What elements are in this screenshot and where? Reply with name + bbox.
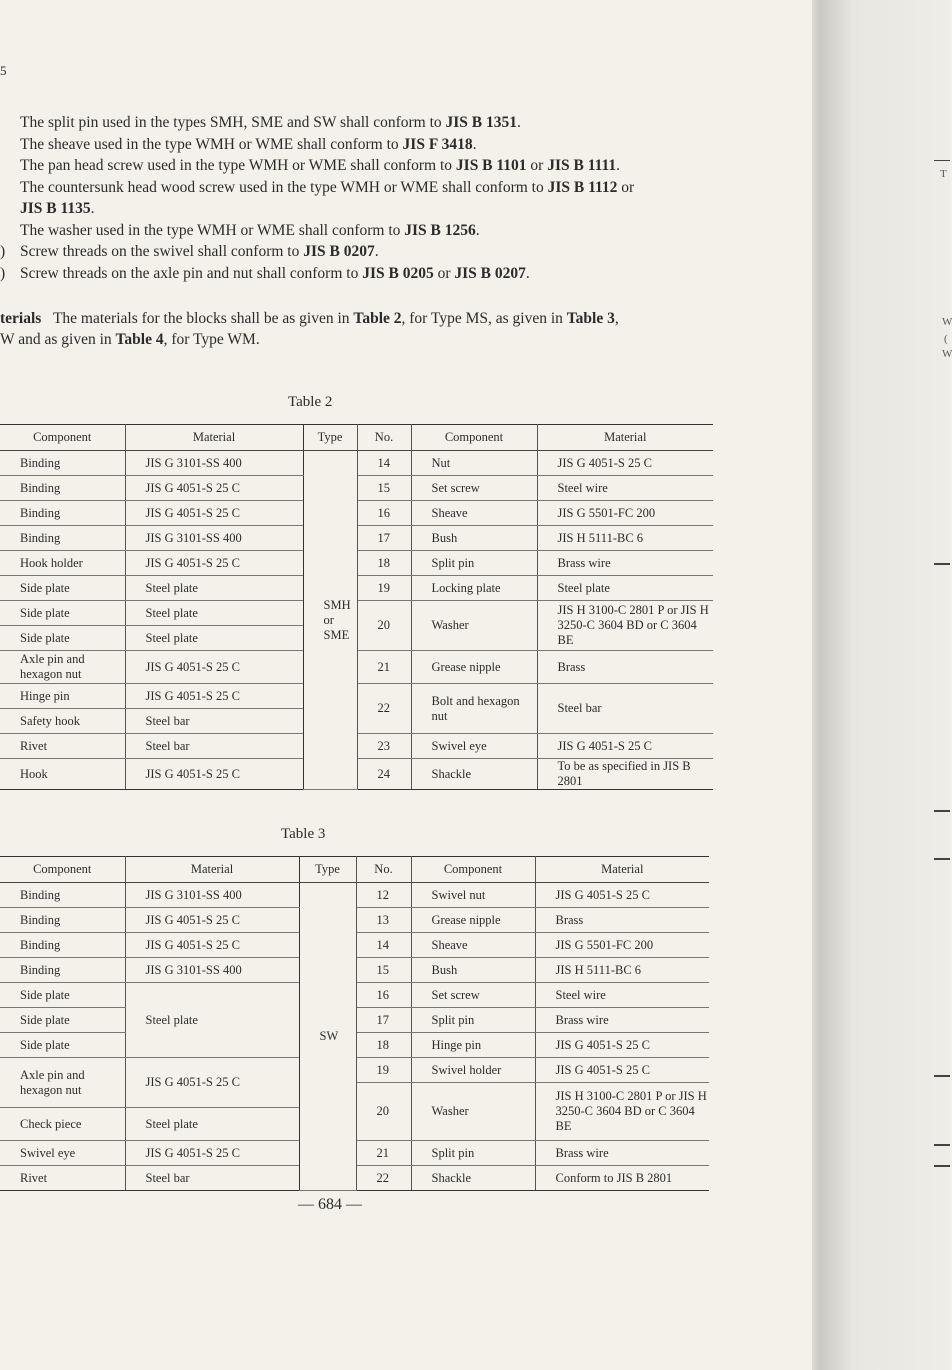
component-cell: Washer bbox=[411, 601, 537, 651]
column-header: No. bbox=[356, 857, 411, 883]
number-cell: 22 bbox=[356, 1166, 411, 1191]
material-cell: Steel plate bbox=[125, 576, 303, 601]
component-cell: Grease nipple bbox=[411, 908, 535, 933]
component-cell: Hinge pin bbox=[411, 1033, 535, 1058]
table-row bbox=[0, 451, 713, 476]
materials-text: W and as given in bbox=[0, 331, 116, 348]
material-cell: Steel wire bbox=[535, 983, 709, 1008]
table-ref: Table 2 bbox=[353, 310, 402, 327]
type-cell: SW bbox=[299, 883, 356, 1191]
clause-line bbox=[0, 134, 720, 156]
material-cell: JIS G 4051-S 25 C bbox=[535, 1058, 709, 1083]
edge-rule bbox=[934, 810, 950, 812]
component-cell: Axle pin and hexagon nut bbox=[0, 651, 125, 684]
component-cell: Binding bbox=[0, 933, 125, 958]
edge-rule bbox=[934, 858, 950, 860]
material-cell: JIS H 3100-C 2801 P or JIS H 3250-C 3604 BD or C 3604 BE bbox=[537, 601, 713, 651]
table3 bbox=[0, 856, 709, 1191]
materials-text: , for Type MS, as given in bbox=[401, 310, 567, 327]
number-cell: 20 bbox=[356, 1083, 411, 1141]
material-cell: JIS G 4051-S 25 C bbox=[125, 651, 303, 684]
number-cell: 21 bbox=[356, 1141, 411, 1166]
material-cell: Steel plate bbox=[537, 576, 713, 601]
number-cell: 17 bbox=[357, 526, 411, 551]
clause-text: . bbox=[525, 264, 530, 282]
column-header: Material bbox=[535, 857, 709, 883]
table-row bbox=[0, 526, 713, 551]
standard-ref: JIS B 0207 bbox=[303, 243, 375, 260]
number-cell: 23 bbox=[357, 734, 411, 759]
material-cell: JIS G 3101-SS 400 bbox=[125, 451, 303, 476]
material-cell: Steel bar bbox=[125, 734, 303, 759]
table3-caption: Table 3 bbox=[281, 826, 326, 842]
edge-rule bbox=[934, 160, 950, 161]
component-cell: Swivel eye bbox=[411, 734, 537, 759]
clause-text: The sheave used in the type WMH or WME shall conform to bbox=[20, 135, 403, 153]
number-cell: 12 bbox=[356, 883, 411, 908]
type-cell bbox=[303, 451, 357, 790]
clause-line bbox=[0, 177, 720, 199]
component-cell: Side plate bbox=[0, 626, 125, 651]
table-row bbox=[0, 883, 709, 908]
component-cell: Side plate bbox=[0, 1008, 125, 1033]
table-row bbox=[0, 501, 713, 526]
material-cell: JIS G 4051-S 25 C bbox=[535, 883, 709, 908]
number-cell: 22 bbox=[357, 684, 411, 734]
material-cell: Brass wire bbox=[535, 1008, 709, 1033]
material-cell: JIS G 4051-S 25 C bbox=[125, 476, 303, 501]
number-cell: 15 bbox=[357, 476, 411, 501]
number-cell: 18 bbox=[356, 1033, 411, 1058]
column-header: Component bbox=[0, 425, 125, 451]
material-cell: Steel plate bbox=[125, 601, 303, 626]
table-row bbox=[0, 576, 713, 601]
material-cell: JIS G 4051-S 25 C bbox=[125, 908, 299, 933]
component-cell: Side plate bbox=[0, 983, 125, 1008]
standard-ref: JIS B 0205 bbox=[362, 264, 434, 282]
clause-marker: ) bbox=[0, 264, 6, 282]
table-ref: Table 3 bbox=[566, 310, 615, 327]
standard-ref: JIS B 0207 bbox=[454, 264, 526, 282]
material-cell: JIS G 4051-S 25 C bbox=[537, 734, 713, 759]
material-cell: JIS G 4051-S 25 C bbox=[125, 501, 303, 526]
table2-caption: Table 2 bbox=[288, 394, 333, 410]
component-cell: Axle pin and hexagon nut bbox=[0, 1058, 125, 1108]
component-cell: Hook bbox=[0, 759, 125, 790]
component-cell: Split pin bbox=[411, 1141, 535, 1166]
material-cell: JIS G 5501-FC 200 bbox=[535, 933, 709, 958]
edge-letter: ( bbox=[944, 333, 948, 345]
component-cell: Binding bbox=[0, 526, 125, 551]
table-row bbox=[0, 684, 713, 709]
clause-line bbox=[0, 155, 720, 177]
table-ref: Table 4 bbox=[115, 331, 164, 348]
material-cell: Steel bar bbox=[125, 709, 303, 734]
clause-text: Screw threads on the swivel shall conform to bbox=[20, 243, 304, 260]
column-header: Type bbox=[299, 857, 356, 883]
edge-letter: W bbox=[942, 348, 952, 360]
material-cell: JIS G 3101-SS 400 bbox=[125, 526, 303, 551]
table2 bbox=[0, 424, 713, 790]
material-cell: Steel plate bbox=[125, 983, 299, 1058]
column-header: Component bbox=[0, 857, 125, 883]
material-cell: Brass bbox=[535, 908, 709, 933]
component-cell: Side plate bbox=[0, 1033, 125, 1058]
number-cell: 19 bbox=[357, 576, 411, 601]
material-cell: JIS G 4051-S 25 C bbox=[537, 451, 713, 476]
material-cell: Brass wire bbox=[535, 1141, 709, 1166]
clause-text: or bbox=[433, 264, 455, 282]
page-marker: 5 bbox=[0, 63, 7, 78]
component-cell: Shackle bbox=[411, 759, 537, 790]
standard-ref: JIS B 1111 bbox=[547, 157, 617, 174]
column-header: Type bbox=[303, 425, 357, 451]
component-cell: Hinge pin bbox=[0, 684, 125, 709]
clause-text: Screw threads on the axle pin and nut shall conform to bbox=[20, 264, 363, 282]
clause-line bbox=[0, 112, 720, 134]
clause-marker: ) bbox=[0, 243, 6, 260]
edge-rule bbox=[934, 1075, 950, 1077]
material-cell: JIS H 5111-BC 6 bbox=[535, 958, 709, 983]
clauses-block bbox=[0, 112, 720, 284]
material-cell: JIS G 3101-SS 400 bbox=[125, 958, 299, 983]
clause-line bbox=[0, 198, 720, 220]
number-cell: 21 bbox=[357, 651, 411, 684]
material-cell: Steel plate bbox=[125, 626, 303, 651]
column-header: Material bbox=[125, 425, 303, 451]
standard-ref: JIS B 1112 bbox=[547, 178, 618, 196]
clause-line bbox=[0, 220, 720, 242]
material-cell: JIS H 3100-C 2801 P or JIS H 3250-C 3604 BD or C 3604 BE bbox=[535, 1083, 709, 1141]
type-label: or bbox=[323, 612, 334, 627]
page-footer: — 684 — bbox=[298, 1196, 362, 1213]
clause-text: or bbox=[617, 178, 635, 196]
number-cell: 15 bbox=[356, 958, 411, 983]
component-cell: Swivel eye bbox=[0, 1141, 125, 1166]
component-cell: Safety hook bbox=[0, 709, 125, 734]
edge-rule bbox=[934, 1144, 950, 1146]
component-cell: Rivet bbox=[0, 1166, 125, 1191]
material-cell: To be as specified in JIS B 2801 bbox=[537, 759, 713, 790]
material-cell: Conform to JIS B 2801 bbox=[535, 1166, 709, 1191]
adjacent-page-edge bbox=[812, 0, 950, 1370]
component-cell: Binding bbox=[0, 476, 125, 501]
clause-text: The split pin used in the types SMH, SME and SW shall conform to bbox=[20, 114, 446, 131]
standard-ref: JIS B 1351 bbox=[445, 114, 518, 131]
component-cell: Check piece bbox=[0, 1108, 125, 1141]
component-cell: Bolt and hexagon nut bbox=[411, 684, 537, 734]
standard-ref: JIS F 3418 bbox=[402, 135, 473, 153]
type-label: SMH bbox=[323, 597, 351, 612]
material-cell: JIS G 4051-S 25 C bbox=[125, 933, 299, 958]
component-cell: Set screw bbox=[411, 983, 535, 1008]
column-header: Component bbox=[411, 857, 535, 883]
number-cell: 16 bbox=[356, 983, 411, 1008]
clause-text: The pan head screw used in the type WMH or WME shall conform to bbox=[20, 157, 456, 174]
material-cell: Steel wire bbox=[537, 476, 713, 501]
number-cell: 14 bbox=[357, 451, 411, 476]
material-cell: JIS H 5111-BC 6 bbox=[537, 526, 713, 551]
component-cell: Locking plate bbox=[411, 576, 537, 601]
edge-rule bbox=[934, 563, 950, 565]
edge-letter: T bbox=[940, 168, 947, 180]
material-cell: Steel plate bbox=[125, 1108, 299, 1141]
number-cell: 18 bbox=[357, 551, 411, 576]
component-cell: Swivel holder bbox=[411, 1058, 535, 1083]
component-cell: Binding bbox=[0, 451, 125, 476]
component-cell: Washer bbox=[411, 1083, 535, 1141]
clause-text: The washer used in the type WMH or WME shall conform to bbox=[20, 221, 405, 239]
component-cell: Swivel nut bbox=[411, 883, 535, 908]
clause-text: The countersunk head wood screw used in the type WMH or WME shall conform to bbox=[20, 178, 548, 196]
clause-text: or bbox=[526, 157, 548, 174]
component-cell: Bush bbox=[411, 958, 535, 983]
column-header: Material bbox=[125, 857, 299, 883]
component-cell: Binding bbox=[0, 958, 125, 983]
component-cell: Shackle bbox=[411, 1166, 535, 1191]
clause-text: . bbox=[374, 243, 379, 260]
column-header: No. bbox=[357, 425, 411, 451]
table-row bbox=[0, 651, 713, 684]
standard-ref: JIS B 1135 bbox=[20, 200, 91, 217]
clause-text: . bbox=[475, 221, 480, 239]
clause-text: . bbox=[90, 200, 95, 217]
clause-text: . bbox=[472, 135, 477, 153]
materials-paragraph bbox=[0, 308, 619, 350]
materials-text: , bbox=[614, 310, 619, 327]
component-cell: Binding bbox=[0, 883, 125, 908]
material-cell: JIS G 4051-S 25 C bbox=[125, 1058, 299, 1108]
materials-heading: terials bbox=[0, 310, 42, 327]
number-cell: 24 bbox=[357, 759, 411, 790]
column-header: Component bbox=[411, 425, 537, 451]
component-cell: Side plate bbox=[0, 576, 125, 601]
edge-letter: W bbox=[942, 316, 952, 328]
component-cell: Grease nipple bbox=[411, 651, 537, 684]
table-row bbox=[0, 759, 713, 790]
clause-text: . bbox=[616, 157, 621, 174]
component-cell: Rivet bbox=[0, 734, 125, 759]
material-cell: JIS G 3101-SS 400 bbox=[125, 883, 299, 908]
number-cell: 20 bbox=[357, 601, 411, 651]
component-cell: Binding bbox=[0, 908, 125, 933]
number-cell: 16 bbox=[357, 501, 411, 526]
component-cell: Set screw bbox=[411, 476, 537, 501]
component-cell: Hook holder bbox=[0, 551, 125, 576]
clause-line bbox=[0, 241, 720, 263]
component-cell: Split pin bbox=[411, 551, 537, 576]
standard-ref: JIS B 1101 bbox=[455, 157, 527, 174]
table-row bbox=[0, 476, 713, 501]
component-cell: Side plate bbox=[0, 601, 125, 626]
material-cell: JIS G 4051-S 25 C bbox=[535, 1033, 709, 1058]
component-cell: Binding bbox=[0, 501, 125, 526]
standard-ref: JIS B 1256 bbox=[404, 221, 476, 239]
table-row bbox=[0, 551, 713, 576]
component-cell: Split pin bbox=[411, 1008, 535, 1033]
component-cell: Sheave bbox=[411, 501, 537, 526]
material-cell: JIS G 4051-S 25 C bbox=[125, 684, 303, 709]
material-cell: JIS G 4051-S 25 C bbox=[125, 1141, 299, 1166]
type-label: SME bbox=[323, 627, 350, 642]
component-cell: Bush bbox=[411, 526, 537, 551]
material-cell: Brass wire bbox=[537, 551, 713, 576]
component-cell: Nut bbox=[411, 451, 537, 476]
materials-text: , for Type WM. bbox=[163, 331, 260, 348]
materials-text: The materials for the blocks shall be as given in bbox=[52, 310, 354, 327]
table-row bbox=[0, 601, 713, 626]
number-cell: 13 bbox=[356, 908, 411, 933]
edge-rule bbox=[934, 1165, 950, 1167]
material-cell: JIS G 4051-S 25 C bbox=[125, 551, 303, 576]
material-cell: Steel bar bbox=[125, 1166, 299, 1191]
material-cell: JIS G 5501-FC 200 bbox=[537, 501, 713, 526]
component-cell: Sheave bbox=[411, 933, 535, 958]
material-cell: JIS G 4051-S 25 C bbox=[125, 759, 303, 790]
number-cell: 14 bbox=[356, 933, 411, 958]
clause-text: . bbox=[517, 114, 521, 131]
table-row bbox=[0, 734, 713, 759]
clause-line bbox=[0, 263, 720, 285]
material-cell: Steel bar bbox=[537, 684, 713, 734]
column-header: Material bbox=[537, 425, 713, 451]
number-cell: 17 bbox=[356, 1008, 411, 1033]
number-cell: 19 bbox=[356, 1058, 411, 1083]
material-cell: Brass bbox=[537, 651, 713, 684]
